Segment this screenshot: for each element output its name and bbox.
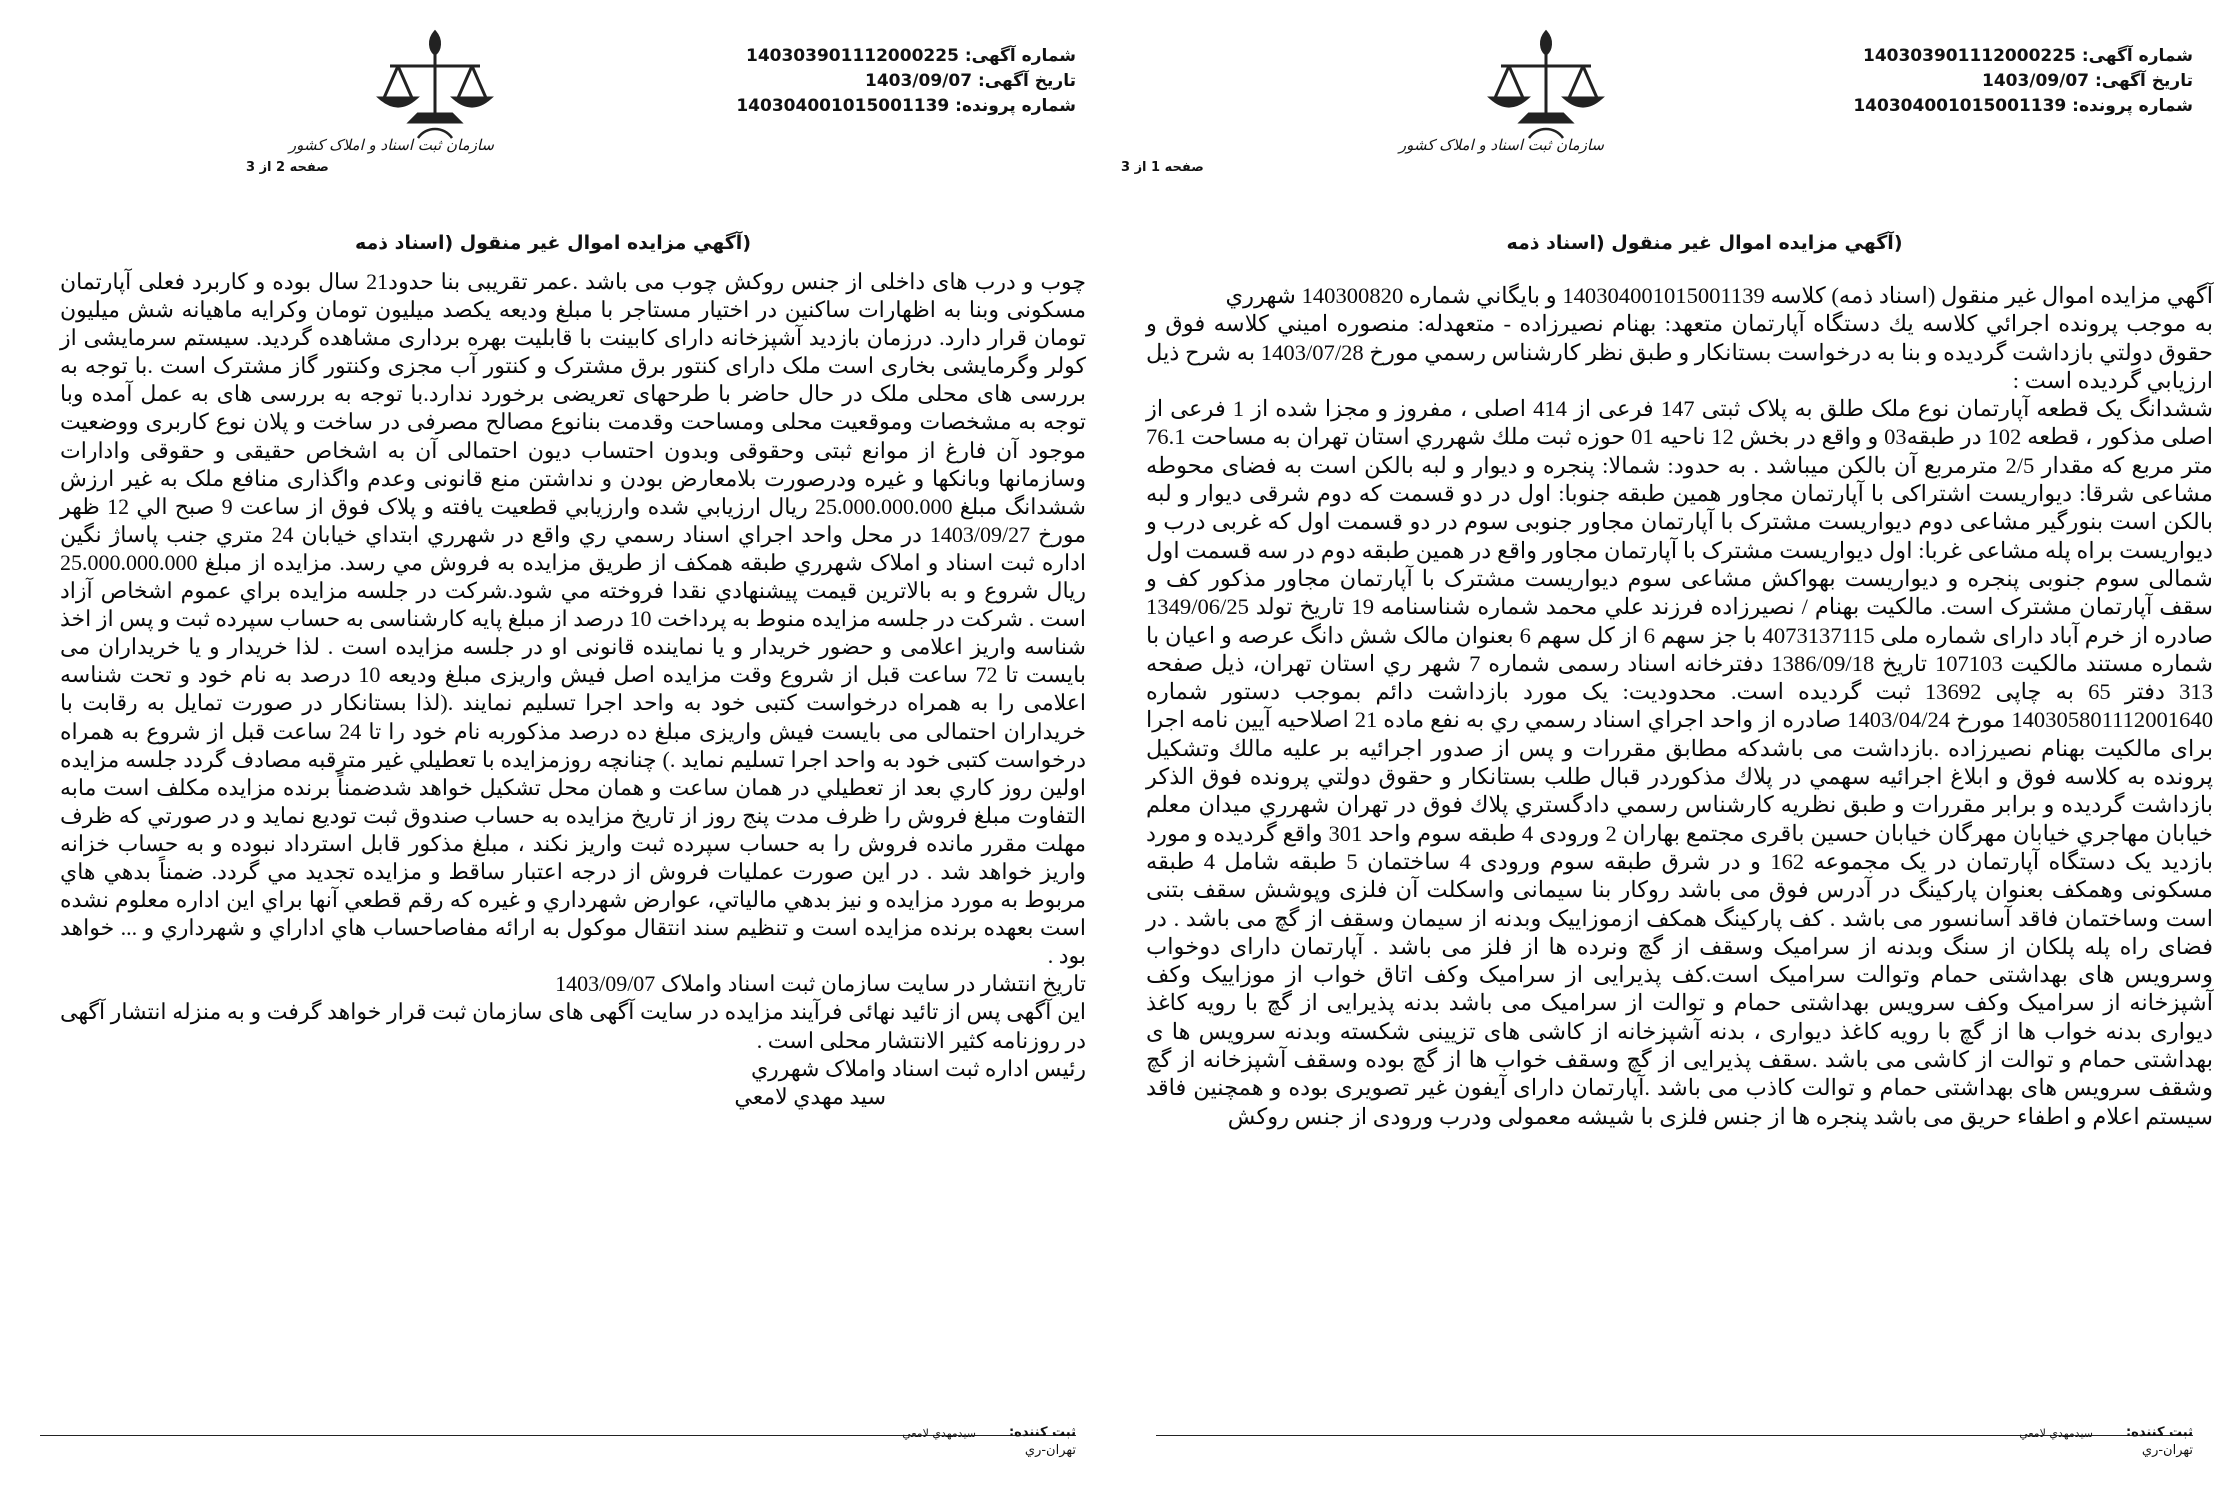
signature-title: رئيس اداره ثبت اسناد واملاک شهرري bbox=[750, 1055, 1086, 1081]
page-header bbox=[0, 0, 1116, 190]
body-paragraph: چوب و درب های داخلی از جنس روکش چوب می باشد .عمر تقریبی بنا حدود21 سال بوده و کاربرد فعلی آپارتمان مسکونی وبنا به اظهارات ساکنین در اختیار مستاجر با مبلغ ودیعه یکصد میلیون تومان وکرایه ماهیانه شش میلیون تومان قرار دارد. درزمان بازدید آشپزخانه دارای کابینت با قابلیت بهره برداری مشاهده گردید. سیستم سرمایشی از کولر وگرمایشی بخاری است ملک دارای کنتور برق مشترک و کنتور آب مجزی وکنتور گاز مشترک است .با توجه به بررسی های محلی ملک در حال حاضر با طرحهای تعریضی برخورد ندارد.با توجه به بررسی های به عمل آمده وبا توجه به مشخصات وموقعیت محلی ومساحت وقدمت بنانوع مصالح مصرفی در ساخت و پلان نوع کاربری ووضعیت موجود آن فارغ از موانع ثبتی وحقوقی وبدون احتساب دیون احتمالی آن به اشخاص حقیقی و حقوقی وادارات وسازمانها وبانکها و غیره ودرصورت بلامعارض بودن و نداشتن منع قانونی وعدم واگذاری منافع ملک به غیر ارزش ششدانگ مبلغ 25.000.000.000 ريال ارزيابي شده وارزيابي قطعيت يافته و پلاک فوق از ساعت 9 صبح الي 12 ظهر مورخ 1403/09/27 در محل واحد اجراي اسناد رسمي ري واقع در شهرري ابتداي خيابان 24 متري جنب پاساژ نگين اداره ثبت اسناد و املاک شهرري طبقه همکف از طريق مزايده به فروش مي رسد. مزايده از مبلغ 25.000.000.000 ريال شروع و به بالاترين قيمت پيشنهادي نقدا فروخته مي شود.شرکت در جلسه مزايده براي عموم اشخاص آزاد است . شرکت در جلسه مزایده منوط به پرداخت 10 درصد از مبلغ پایه کارشناسی به حساب سپرده ثبت و پس از اخذ شناسه واریز اعلامی و حضور خریدار و یا نماینده قانونی او در جلسه مزایده است . لذا خریدار و یا خریداران می بایست تا 72 ساعت قبل از شروع وقت مزایده اصل فیش واریزی مبلغ ودیعه 10 درصد به نام خود و تحت شناسه اعلامی را به همراه درخواست کتبی خود به واحد اجرا تسلیم نمایند .(لذا بستانکار در صورت تمایل به رقابت با خریداران احتمالی می بایست فیش واریزی مبلغ ده درصد مذکوربه نام خود را تا 24 ساعت قبل از شروع به همراه درخواست کتبی خود به واحد اجرا تسلیم نماید .) چنانچه روزمزايده با تعطيلي غير مترقبه مصادف گردد جلسه مزايده اولين روز کاري بعد از تعطيلي در همان ساعت و همان محل تشكيل خواهد شدضمناً برنده مزايده مكلف است مابه التفاوت مبلغ فروش را ظرف مدت پنج روز از تاريخ مزايده به حساب صندوق ثبت توديع نمايد و در صورتي كه ظرف مهلت مقرر مانده فروش را به حساب سپرده ثبت واريز نكند ، مبلغ مذكور قابل استرداد نبوده و به حساب خزانه واريز خواهد شد . در اين صورت عمليات فروش از درجه اعتبار ساقط و مزايده تجديد مي گردد. ضمناً بدهي هاي مربوط به مورد مزايده و نيز بدهي مالياتي، عوارض شهرداري و غيره كه رقم قطعي آنها براي اين اداره معلوم نشده است بعهده برنده مزايده است و تنظيم سند انتقال موكول به ارائه مفاصاحساب هاي اداراي و شهرداري و ... خواهد بود . bbox=[60, 269, 1086, 969]
body-paragraph: آگهي مزايده اموال غير منقول (اسناد ذمه) كلاسه 140304001015001139 و بايگاني شماره 140300820 شهرري bbox=[1225, 283, 2213, 308]
notice-body bbox=[60, 268, 1086, 1111]
registrar-location: تهران-ري bbox=[2141, 1443, 2193, 1458]
ad-number: شماره آگهی: 140303901112000225 bbox=[745, 46, 1076, 66]
organization-name: سازمان ثبت اسناد و املاک کشور bbox=[1398, 136, 1604, 154]
case-number: شماره پرونده: 140304001015001139 bbox=[1853, 96, 2193, 116]
document-page-1 bbox=[1116, 0, 2233, 1501]
notice-title: (آگهي مزايده اموال غير منقول (اسناد ذمه bbox=[354, 232, 751, 254]
ad-number: شماره آگهی: 140303901112000225 bbox=[1862, 46, 2193, 66]
registrar-label: ثبت كننده: bbox=[2125, 1425, 2193, 1440]
page-number: صفحه 1 از 3 bbox=[1121, 160, 1204, 175]
ad-date: تاریخ آگهی: 1403/09/07 bbox=[864, 71, 1076, 91]
body-paragraph: تاریخ انتشار در سایت سازمان ثبت اسناد واملاک 1403/09/07 bbox=[555, 971, 1086, 997]
page-header bbox=[1116, 0, 2233, 190]
page-number: صفحه 2 از 3 bbox=[246, 160, 329, 175]
notice-body bbox=[1146, 282, 2213, 1131]
organization-name: سازمان ثبت اسناد و املاک کشور bbox=[288, 136, 494, 154]
body-paragraph: به موجب پرونده اجرائي كلاسه يك دستگاه آپارتمان متعهد: بهنام نصيرزاده - متعهدله: منصوره اميني كلاسه فوق و حقوق دولتي بازداشت گرديده و بنا به درخواست بستانكار و طبق نظر كارشناس رسمي مورخ 1403/07/28 به شرح ذيل ارزيابي گرديده است : bbox=[1146, 311, 2213, 393]
body-paragraph: ششدانگ یک قطعه آپارتمان نوع ملک طلق به پلاک ثبتی 147 فرعی از 414 اصلی ، مفروز و مجزا شده از 1 فرعی از اصلی مذکور ، قطعه 102 در طبقه03 و واقع در بخش 12 ناحيه 01 حوزه ثبت ملك شهرري استان تهران به مساحت 76.1 متر مربع که مقدار 2/5 مترمربع آن بالکن میباشد . به حدود: شمالا: پنجره و دیوار و لبه بالکن است به فضای محوطه مشاعی شرقا: دیواریست اشتراکی با آپارتمان مجاور همین طبقه جنوبا: اول در دو قسمت که دوم شرقی دیوار و لبه بالکن است بنورگیر مشاعی دوم دیواریست مشترک با آپارتمان مجاور جنوبی سوم در دو قسمت اول که غربی درب و دیواریست براه پله مشاعی غربا: اول دیواریست مشترک با آپارتمان مجاور واقع در همین طبقه دوم در سه قسمت اول شمالی سوم جنوبی پنجره و دیواریست بهواکش مشاعی سوم دیواریست مشترک با آپارتمان مجاور مذکور کف و سقف آپارتمان مشترک است. مالکیت بهنام / نصیرزاده فرزند علي محمد شماره شناسنامه 19 تاریخ تولد 1349/06/25 صادره از خرم آباد دارای شماره ملی 4073137115 با جز سهم 6 از کل سهم 6 بعنوان مالک شش دانگ عرصه و اعیان با شماره مستند مالکیت 107103 تاریخ 1386/09/18 دفترخانه اسناد رسمی شماره 7 شهر ري استان تهران، ذیل صفحه 313 دفتر 65 به چاپی 13692 ثبت گردیده است. محدودیت: یک مورد بازداشت دائم بموجب دستور شماره 140305801112001640 مورخ 1403/04/24 صادره از واحد اجراي اسناد رسمي ري به نفع ماده 21 اصلاحیه آیین نامه اجرا برای مالکیت بهنام نصیرزاده .بازداشت می باشدکه مطابق مقررات و پس از صدور اجرائيه بر عليه مالك وتشكيل پرونده به كلاسه فوق و ابلاغ اجرائيه سهمي در پلاك مذكوردر قبال طلب بستانكار و حقوق دولتي پرونده فوق الذكر بازداشت گرديده و برابر مقررات و طبق نظريه كارشناس رسمي دادگستري پلاك فوق در تهران شهرري ميدان معلم خيابان مهاجري خيابان مهرگان خیابان حسین باقری مجتمع بهاران 2 ورودی 4 طبقه سوم واحد 301 واقع گردیده و مورد بازدید یک دستگاه آپارتمان در یک مجموعه 162 و در شرق طبقه سوم ورودی 4 ساختمان 5 طبقه شامل 4 طبقه مسکونی وهمکف بعنوان پارکینگ در آدرس فوق می باشد روکار بنا سیمانی واسکلت آن فلزی وپوشش سقف بتنی است وساختمان فاقد آسانسور می باشد . کف پارکینگ همکف ازموزاییک وبدنه از سیمان وسقف از گچ می باشد . در فضای راه پله پلکان از سنگ وبدنه از سرامیک وسقف از گچ ونرده ها از فلز می باشد . آپارتمان دارای دوخواب وسرویس های بهداشتی حمام وتوالت سرامیک است.کف پذیرایی از سرامیک وکف اتاق خواب از موزاییک وکف آشپزخانه از سرامیک وکف سرویس بهداشتی حمام و توالت از سرامیک می باشد بدنه پذیرایی از گچ با رویه کاغذ دیواری بدنه خواب ها از گچ با رویه کاغذ دیواری ، بدنه آشپزخانه از کاشی های تزیینی شکسته وبدنه سرویس ها ی بهداشتی حمام و توالت از کاشی می باشد .سقف پذیرایی از گچ وسقف خواب ها از گچ بوده وسقف آشپزخانه از گچ وشقف سرویس های بهداشتی حمام و توالت کاذب می باشد .آپارتمان دارای آیفون غیر تصویری بوده و همچنین فاقد سیستم اعلام و اطفاء حریق می باشد پنجره ها از جنس فلزی با شیشه معمولی ودرب ورودی از جنس روکش bbox=[1146, 396, 2214, 1129]
registrar-location: تهران-ري bbox=[1024, 1443, 1076, 1458]
notice-title: (آگهي مزايده اموال غير منقول (اسناد ذمه bbox=[1506, 232, 1903, 254]
registrar-name: سيدمهدي لامعي bbox=[2019, 1427, 2093, 1440]
registrar-label: ثبت كننده: bbox=[1008, 1425, 1076, 1440]
ad-date: تاریخ آگهی: 1403/09/07 bbox=[1981, 71, 2193, 91]
registrar-name: سيدمهدي لامعي bbox=[902, 1427, 976, 1440]
notice-meta bbox=[1853, 44, 2193, 119]
document-page-2 bbox=[0, 0, 1116, 1501]
signature-name: سيد مهدي لامعي bbox=[734, 1083, 886, 1109]
body-paragraph: این آگهی پس از تائید نهائی فرآیند مزایده در سایت آگهی های سازمان ثبت قرار خواهد گرفت و به منزله انتشار آگهی در روزنامه کثیر الانتشار محلی است . bbox=[60, 999, 1086, 1053]
case-number: شماره پرونده: 140304001015001139 bbox=[736, 96, 1076, 116]
notice-meta bbox=[736, 44, 1076, 119]
